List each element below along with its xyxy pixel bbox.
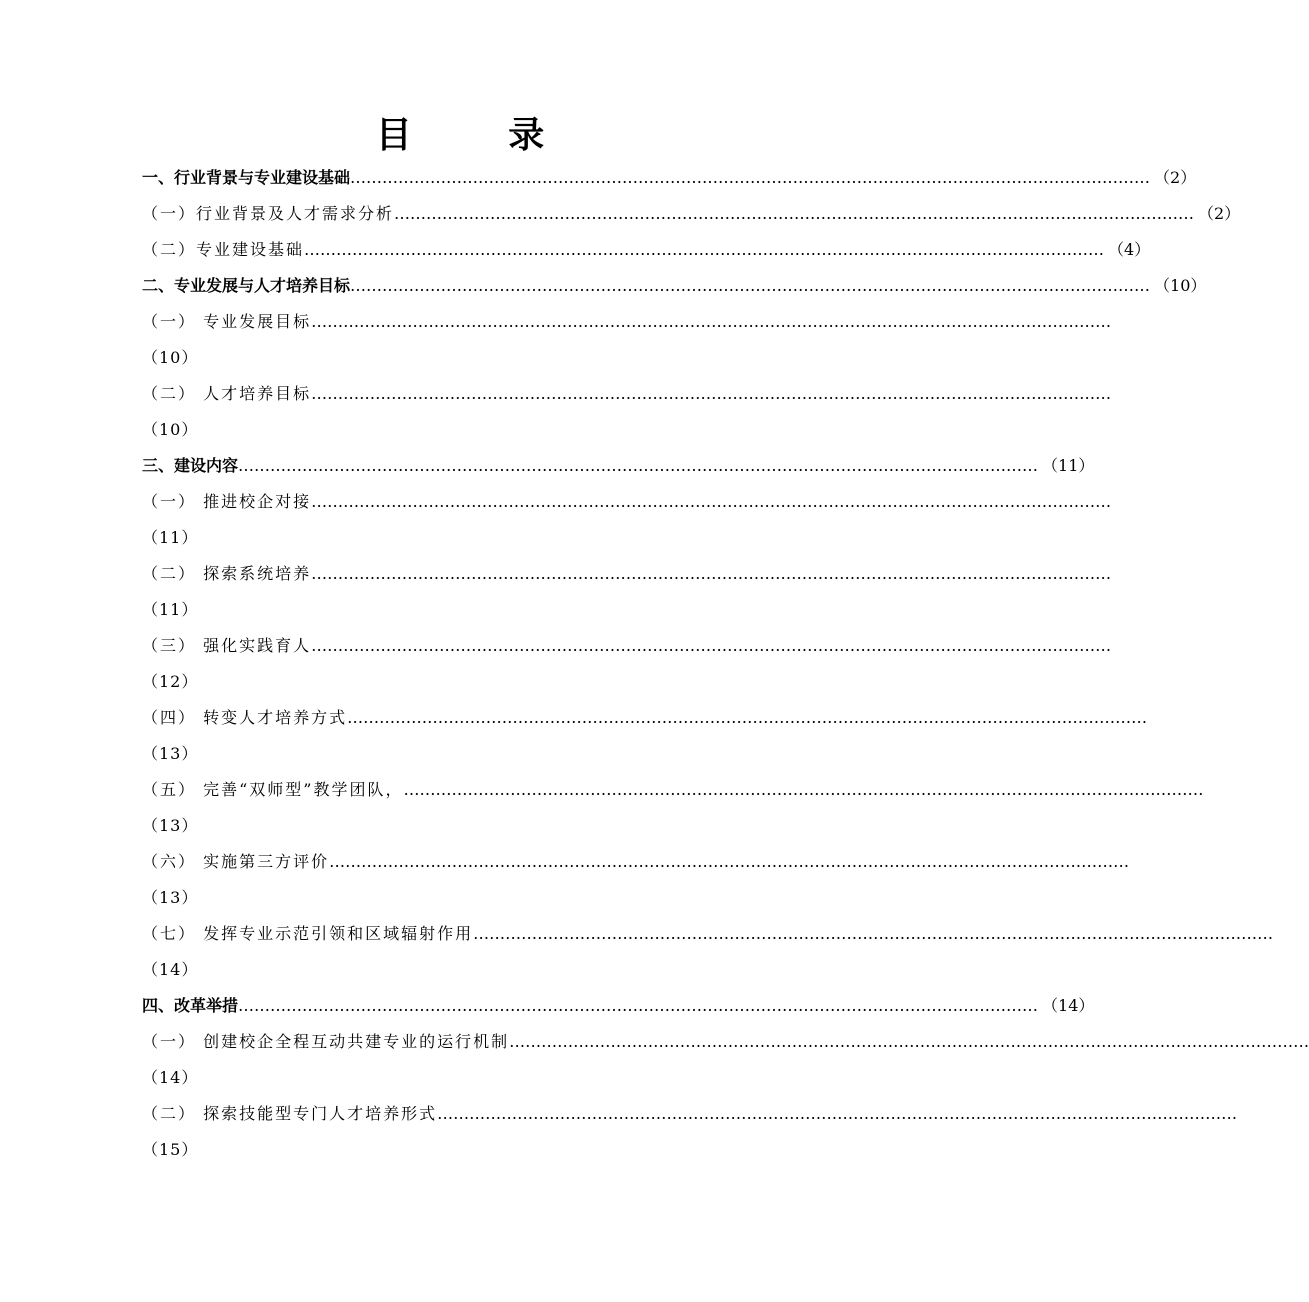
toc-entry[interactable] [142, 1024, 1309, 1060]
toc-page-number: （2） [1198, 204, 1241, 223]
toc-page-number: （13） [142, 888, 199, 907]
toc-entry-text: （一） 推进校企对接 [142, 492, 312, 511]
toc-entry[interactable] [142, 916, 1274, 952]
toc-entry-text: （二） 探索系统培养 [142, 564, 312, 583]
toc-entry-text: 四、改革举措 [142, 996, 239, 1015]
toc-leader-dots: …………………………………………………………………………………………………………………………………… [403, 780, 1204, 799]
toc-page-number: （12） [142, 672, 199, 691]
toc-page-number: （2） [1154, 168, 1197, 187]
toc-entry-text: （一） 专业发展目标 [142, 312, 312, 331]
toc-leader-dots: …………………………………………………………………………………………………………………………………… [311, 492, 1112, 511]
toc-leader-dots: …………………………………………………………………………………………………………………………………… [509, 1032, 1309, 1051]
toc-entry-text: （二） 人才培养目标 [142, 384, 312, 403]
toc-page-number: （14） [142, 960, 199, 979]
toc-page-number: （14） [142, 1068, 199, 1087]
toc-entry[interactable] [142, 304, 1112, 340]
toc-page-number: （13） [142, 816, 199, 835]
toc-leader-dots: …………………………………………………………………………………………………………………………………… [238, 456, 1039, 475]
toc-entry[interactable] [142, 160, 1197, 196]
toc-entry-text: 三、建设内容 [142, 456, 239, 475]
toc-entry[interactable] [142, 628, 1112, 664]
toc-page-number: （11） [1042, 456, 1095, 475]
toc-entry-text: （七） 发挥专业示范引领和区域辐射作用 [142, 924, 474, 943]
toc-entry[interactable] [142, 196, 1241, 232]
toc-leader-dots: …………………………………………………………………………………………………………………………………… [311, 636, 1112, 655]
toc-page-number: （10） [142, 420, 199, 439]
toc-entry-text: 二、专业发展与人才培养目标 [142, 276, 351, 295]
toc-entry-text: （六） 实施第三方评价 [142, 852, 330, 871]
toc-entry-text: （四） 转变人才培养方式 [142, 708, 348, 727]
page-title: 目 录 [375, 115, 587, 156]
toc-leader-dots: …………………………………………………………………………………………………………………………………… [311, 312, 1112, 331]
toc-page-number: （13） [142, 744, 199, 763]
toc-page-number: （15） [142, 1140, 199, 1159]
toc-entry[interactable] [142, 772, 1204, 808]
toc-entry[interactable] [142, 844, 1130, 880]
toc-page-number: （10） [142, 348, 199, 367]
toc-entry[interactable] [142, 376, 1112, 412]
toc-leader-dots: …………………………………………………………………………………………………………………………………… [311, 564, 1112, 583]
toc-leader-dots: …………………………………………………………………………………………………………………………………… [473, 924, 1274, 943]
toc-leader-dots: …………………………………………………………………………………………………………………………………… [350, 276, 1151, 295]
toc-page-number: （11） [142, 528, 199, 547]
toc-leader-dots: …………………………………………………………………………………………………………………………………… [238, 996, 1039, 1015]
toc-page-number: （4） [1108, 240, 1151, 259]
toc-entry[interactable] [142, 700, 1148, 736]
toc-entry-text: （五） 完善“双师型”教学团队， [142, 780, 404, 799]
toc-entry-text: （二）专业建设基础 [142, 240, 305, 259]
toc-page-number: （11） [142, 600, 199, 619]
toc-entry[interactable] [142, 268, 1207, 304]
toc-leader-dots: …………………………………………………………………………………………………………………………………… [304, 240, 1105, 259]
toc-entry[interactable] [142, 448, 1095, 484]
toc-leader-dots: …………………………………………………………………………………………………………………………………… [350, 168, 1151, 187]
toc-page-number: （14） [1042, 996, 1095, 1015]
toc-entry[interactable] [142, 556, 1112, 592]
toc-entry[interactable] [142, 232, 1151, 268]
table-of-contents [142, 160, 1309, 1168]
toc-entry-text: （二） 探索技能型专门人才培养形式 [142, 1104, 438, 1123]
toc-entry-text: （一）行业背景及人才需求分析 [142, 204, 395, 223]
toc-leader-dots: …………………………………………………………………………………………………………………………………… [347, 708, 1148, 727]
toc-leader-dots: …………………………………………………………………………………………………………………………………… [437, 1104, 1238, 1123]
toc-entry[interactable] [142, 1096, 1238, 1132]
toc-entry[interactable] [142, 484, 1112, 520]
toc-entry-text: 一、行业背景与专业建设基础 [142, 168, 351, 187]
toc-entry[interactable] [142, 988, 1095, 1024]
toc-leader-dots: …………………………………………………………………………………………………………………………………… [329, 852, 1130, 871]
toc-page-number: （10） [1154, 276, 1207, 295]
toc-leader-dots: …………………………………………………………………………………………………………………………………… [394, 204, 1195, 223]
toc-entry-text: （一） 创建校企全程互动共建专业的运行机制 [142, 1032, 510, 1051]
toc-entry-text: （三） 强化实践育人 [142, 636, 312, 655]
toc-leader-dots: …………………………………………………………………………………………………………………………………… [311, 384, 1112, 403]
